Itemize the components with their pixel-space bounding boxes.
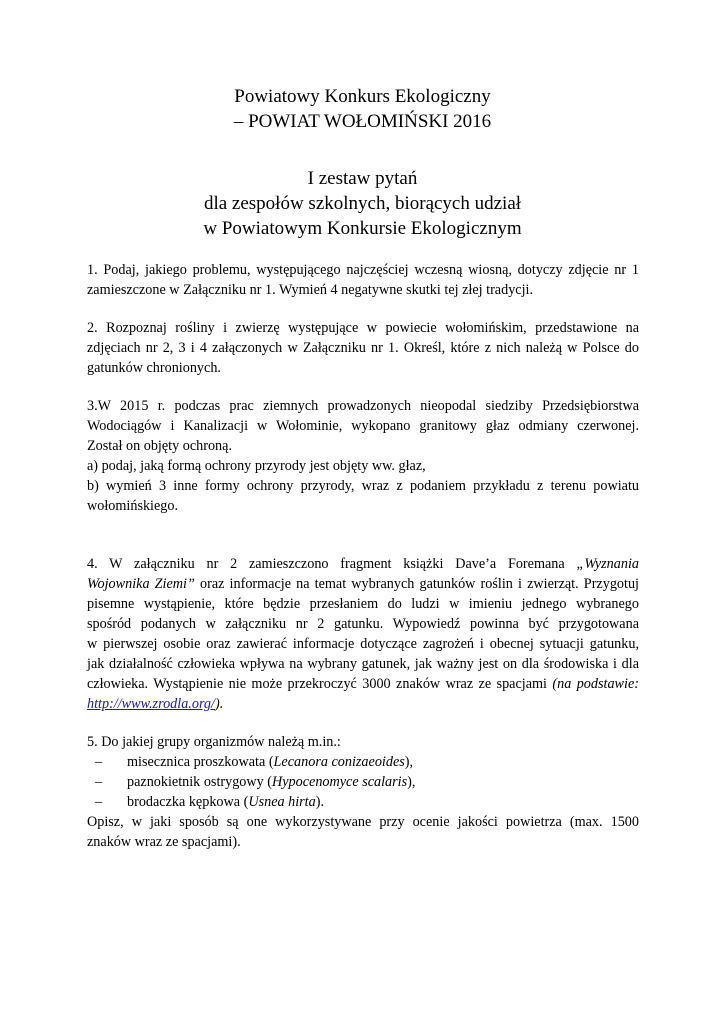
source-label: (na podstawie: [552, 676, 639, 692]
subtitle-line-3: w Powiatowym Konkursie Ekologicznym [203, 218, 522, 239]
question-4-line-1-text: 4. W załączniku nr 2 zamieszczono fragment książki Dave’a Foremana [87, 556, 577, 572]
question-5 [87, 732, 639, 852]
document-subtitle [0, 166, 725, 241]
question-4-line-8 [87, 694, 639, 714]
question-4 [87, 554, 639, 714]
question-4-line-1 [87, 554, 639, 574]
question-5-intro: 5. Do jakiej grupy organizmów należą m.in.: [87, 734, 341, 750]
latin-name: Hypocenomyce scalaris [272, 774, 408, 790]
question-3 [87, 396, 639, 516]
question-1-line-2: zamieszczone w Załączniku nr 1. Wymień 4 negatywne skutki tej złej tradycji. [87, 282, 534, 298]
item-end: ), [407, 774, 416, 790]
question-5-outro-line-1: Opisz, w jaki sposób są one wykorzystywane przy ocenie jakości powietrza (max. 1500 [87, 814, 639, 830]
question-4-line-4: spośród podanych w załączniku nr 2 gatunku. Wypowiedź powinna być przygotowana [87, 616, 639, 632]
question-4-line-2 [87, 574, 639, 594]
latin-name: Lecanora conizaeoides [273, 754, 405, 770]
question-5-outro-line-2: znaków wraz ze spacjami). [87, 834, 241, 850]
question-2 [87, 318, 639, 378]
list-item [87, 772, 639, 792]
item-end: ). [315, 794, 324, 810]
question-4-line-5: w pierwszej osobie oraz zawierać informacje dotyczące zagrożeń i obecnej sytuacji gatunku, [87, 636, 639, 652]
item-end: ), [404, 754, 414, 770]
question-4-line-6: jak działalność człowieka wpływa na wybrany gatunek, jak ważny jest on dla środowiska i dla [87, 656, 639, 672]
question-1 [87, 260, 639, 300]
questions-body [87, 260, 639, 852]
organism-list [87, 752, 639, 812]
book-title-part-2: Wojownika Ziemi” [87, 576, 195, 592]
question-1-line-1: 1. Podaj, jakiego problemu, występującego najczęściej wczesną wiosną, dotyczy zdjęcie nr 1 [87, 262, 639, 278]
title-line-2: – POWIAT WOŁOMIŃSKI 2016 [233, 111, 492, 132]
organism-name: brodaczka kępkowa ( [127, 794, 249, 810]
source-link-close: ). [214, 696, 224, 712]
dash-bullet: – [95, 754, 103, 770]
organism-name: misecznica proszkowata ( [127, 754, 274, 770]
question-3-item-b-line-1: b) wymień 3 inne formy ochrony przyrody, wraz z podaniem przykładu z terenu powiatu [87, 478, 639, 494]
question-3-item-a: a) podaj, jaką formą ochrony przyrody jest objęty ww. głaz, [87, 458, 426, 474]
question-3-item-b-line-2: wołomińskiego. [87, 498, 179, 514]
organism-name: paznokietnik ostrygowy ( [127, 774, 272, 790]
question-2-line-3: gatunków chronionych. [87, 360, 221, 376]
question-3-line-3: Został on objęty ochroną. [87, 438, 232, 454]
source-link[interactable]: http://www.zrodla.org/ [87, 696, 215, 712]
question-3-line-1: 3.W 2015 r. podczas prac ziemnych prowadzonych nieopodal siedziby Przedsiębiorstwa [87, 398, 639, 414]
document-title [0, 84, 725, 134]
subtitle-line-2: dla zespołów szkolnych, biorących udział [203, 193, 522, 214]
question-2-line-2: zdjęciach nr 2, 3 i 4 załączonych w Załączniku nr 1. Określ, które z nich należą w Polsce do [87, 340, 639, 356]
subtitle-line-1: I zestaw pytań [307, 168, 418, 189]
list-item [87, 792, 639, 812]
question-4-line-2-text: oraz informacje na temat wybranych gatunków roślin i zwierząt. Przygotuj [194, 576, 639, 592]
latin-name: Usnea hirta [248, 794, 316, 810]
list-item [87, 752, 639, 772]
question-4-line-7-text: człowieka. Wystąpienie nie może przekroczyć 3000 znaków wraz ze spacjami [87, 676, 553, 692]
dash-bullet: – [95, 794, 103, 810]
book-title-part-1: „Wyznania [576, 556, 639, 572]
dash-bullet: – [95, 774, 103, 790]
question-4-line-3: pisemne wystąpienie, które będzie przesłaniem do ludzi w imieniu jednego wybranego [87, 596, 639, 612]
title-line-1: Powiatowy Konkurs Ekologiczny [234, 86, 491, 107]
question-3-line-2: Wodociągów i Kanalizacji w Wołominie, wykopano granitowy głaz odmiany czerwonej. [87, 418, 639, 434]
question-4-line-7 [87, 674, 639, 694]
question-2-line-1: 2. Rozpoznaj rośliny i zwierzę występujące w powiecie wołomińskim, przedstawione na [87, 320, 639, 336]
